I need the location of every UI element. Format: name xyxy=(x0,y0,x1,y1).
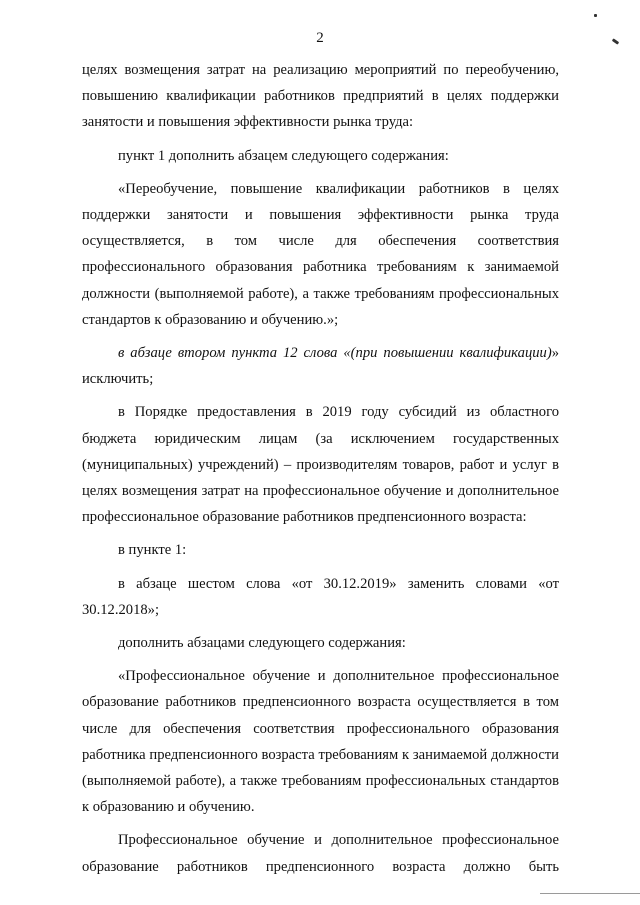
paragraph: «Профессиональное обучение и дополнительное профессиональное образование работников предпенсионного возраста осуществляется в том числе для обеспечения соответствия профессионального образования работника предпенсионного возраста требованиям к занимаемой должности (выполняемой работе), а также требованиям профессиональных стандартов к образованию и обучению. xyxy=(82,668,559,816)
paragraph: в пункте 1: xyxy=(118,542,187,559)
scan-edge-line xyxy=(540,893,640,894)
paragraph-end: » исключить; xyxy=(82,345,559,388)
paragraph: дополнить абзацами следующего содержания: xyxy=(118,635,406,652)
paragraph: пункт 1 дополнить абзацем следующего содержания: xyxy=(118,147,449,164)
scan-mark xyxy=(594,14,597,17)
paragraph xyxy=(82,340,559,392)
quoted-phrase: (при повышении квалификации) xyxy=(350,345,552,362)
paragraph: Профессиональное обучение и дополнительное профессиональное образование работников предпенсионного возраста должно быть xyxy=(82,832,559,875)
paragraph: «Переобучение, повышение квалификации работников в целях поддержки занятости и повышения эффективности рынка труда осуществляется, в том числе для обеспечения соответствия профессионального образования работника требованиям к занимаемой должности (выполняемой работе), а также требованиям профессиональных стандартов к образованию и обучению.»; xyxy=(82,180,559,328)
page-number: 2 xyxy=(316,30,324,46)
paragraph-italic-part: в абзаце втором пункта 12 слова « xyxy=(118,345,351,362)
paragraph: целях возмещения затрат на реализацию мероприятий по переобучению, повышению квалификации работников предприятий в целях поддержки занятости и повышения эффективности рынка труда: xyxy=(82,62,559,131)
paragraph: в абзаце шестом слова «от 30.12.2019» заменить словами «от 30.12.2018»; xyxy=(82,575,559,618)
paragraph: в Порядке предоставления в 2019 году субсидий из областного бюджета юридическим лицам (за исключением государственных (муниципальных) учреждений) – производителям товаров, работ и услуг в целях возмещения затрат на профессиональное обучение и дополнительное профессиональное образование работников предпенсионного возраста: xyxy=(82,404,559,526)
document-body xyxy=(82,57,559,880)
